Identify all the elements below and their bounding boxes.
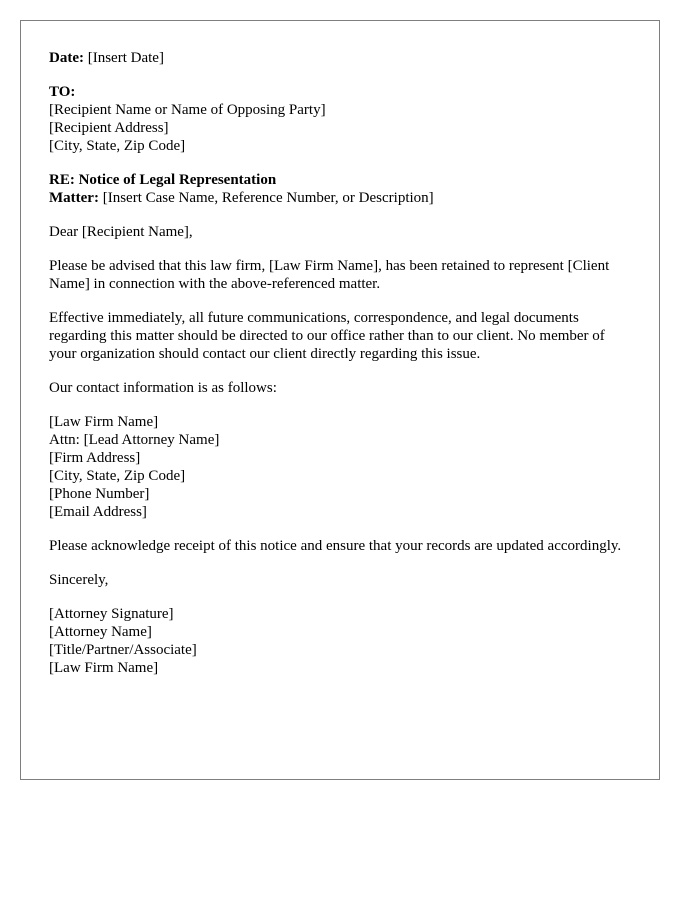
attorney-name: [Attorney Name] [49, 624, 152, 640]
date-value: [Insert Date] [83, 50, 164, 66]
recipient-address: [Recipient Address] [49, 120, 169, 136]
attorney-signature: [Attorney Signature] [49, 606, 174, 622]
closing: Sincerely, [49, 572, 109, 588]
subject-line: RE: Notice of Legal Representation [49, 172, 277, 188]
letter-page [20, 20, 660, 780]
contact-phone: [Phone Number] [49, 486, 150, 502]
contact-firm-name: [Law Firm Name] [49, 414, 159, 430]
body-paragraph-retained: Please be advised that this law firm, [Law Firm Name], has been retained to represent [Client Name] in connection with the above-referenced matter. [49, 258, 610, 292]
recipient-city-state-zip: [City, State, Zip Code] [49, 138, 186, 154]
contact-city-state-zip: [City, State, Zip Code] [49, 468, 186, 484]
date-line [49, 49, 631, 67]
body-paragraph-communications: Effective immediately, all future communications, correspondence, and legal documents regarding this matter should be directed to our office rather than to our client. No member of your organization should contact our client directly regarding this issue. [49, 310, 605, 362]
subject-block [49, 171, 631, 207]
recipient-name: [Recipient Name or Name of Opposing Party] [49, 102, 326, 118]
to-label: TO: [49, 84, 76, 100]
signature-firm-name: [Law Firm Name] [49, 660, 159, 676]
matter-line [49, 189, 631, 207]
contact-firm-address: [Firm Address] [49, 450, 141, 466]
recipient-block [49, 83, 631, 155]
closing-paragraph: Please acknowledge receipt of this notice and ensure that your records are updated accordingly. [49, 538, 622, 554]
contact-block [49, 413, 631, 521]
contact-email: [Email Address] [49, 504, 147, 520]
attorney-title: [Title/Partner/Associate] [49, 642, 197, 658]
contact-attention: Attn: [Lead Attorney Name] [49, 432, 220, 448]
salutation: Dear [Recipient Name], [49, 224, 193, 240]
matter-value: [Insert Case Name, Reference Number, or Description] [98, 190, 434, 206]
date-label: Date: [49, 50, 84, 66]
body-paragraph-contact-intro: Our contact information is as follows: [49, 380, 277, 396]
matter-label: Matter: [49, 190, 99, 206]
signature-block [49, 605, 631, 677]
